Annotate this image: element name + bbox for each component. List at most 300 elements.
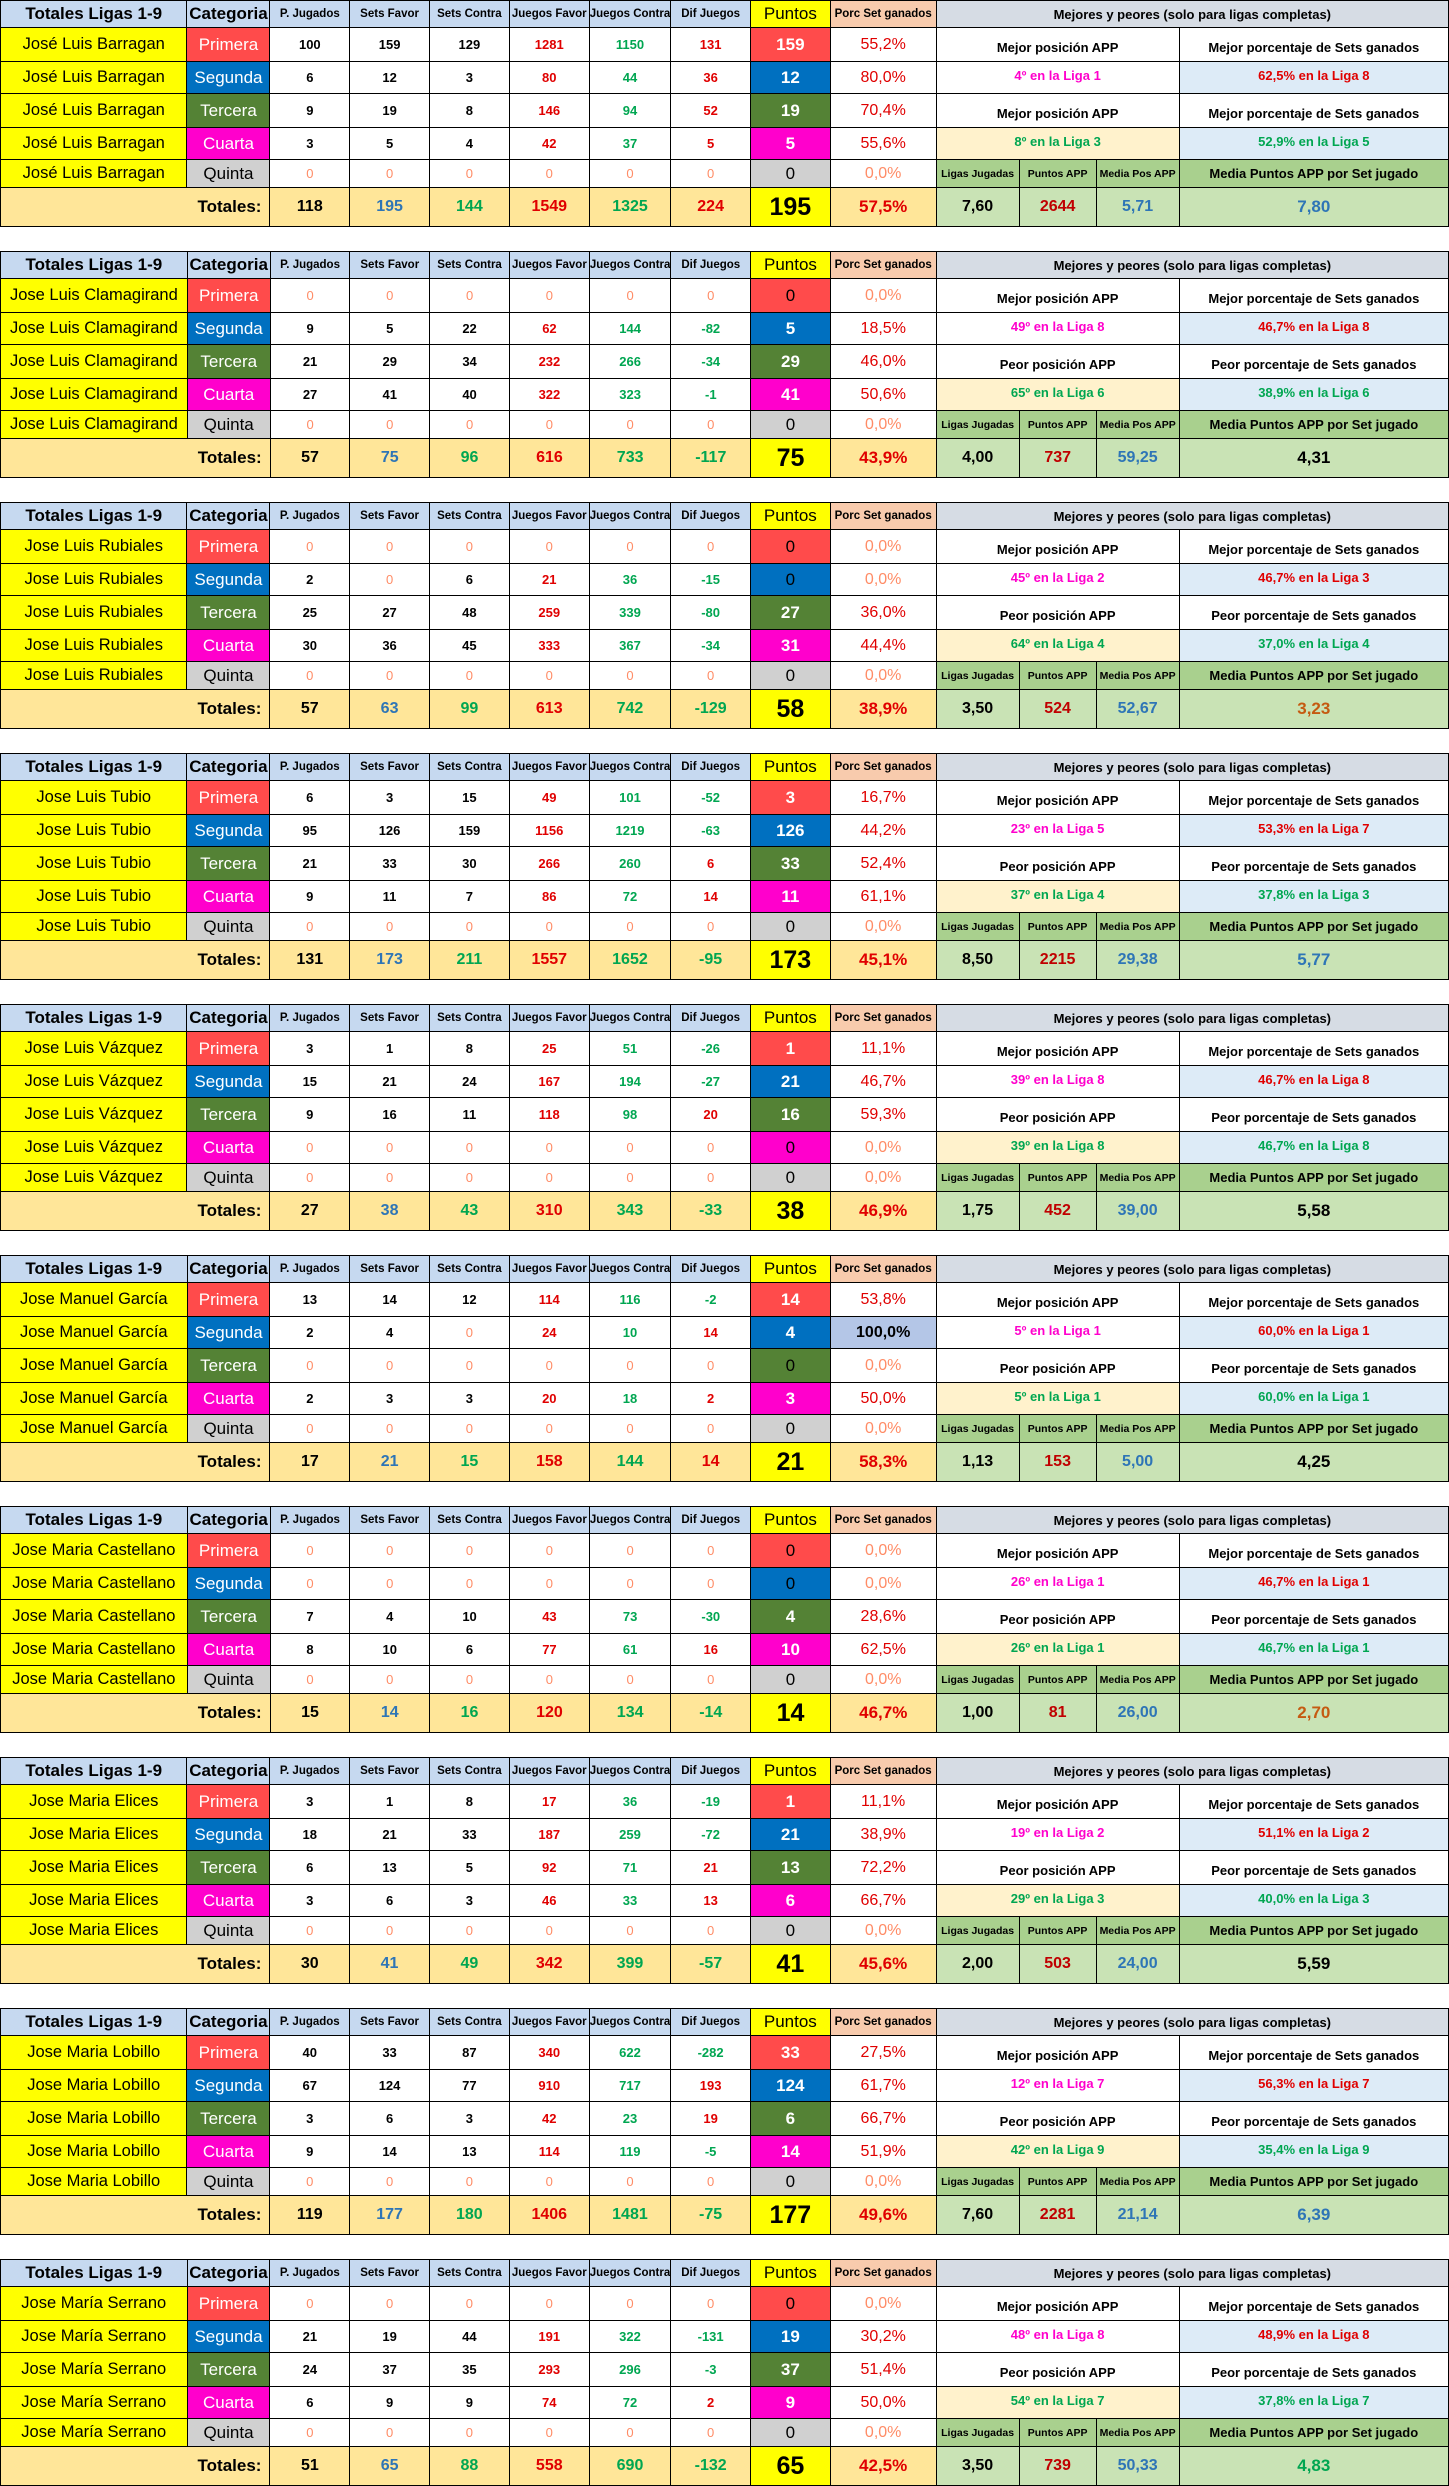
stat-jf: 46 (509, 1885, 589, 1917)
app-values-group (936, 439, 1179, 478)
peor-posicion-label: Peor posición APP (936, 2353, 1179, 2387)
stat-pj: 0 (270, 1415, 350, 1443)
player-stats-table (0, 1757, 1449, 1984)
stat-jc: 0 (589, 2287, 671, 2321)
stat-jc: 0 (589, 160, 671, 188)
stat-pj: 3 (270, 1785, 350, 1819)
table-row (1, 2419, 1449, 2447)
header-dif-juegos: Dif Juegos (671, 1256, 751, 1283)
puntos-app-value: 503 (1020, 1945, 1097, 1983)
stat-dif: 21 (671, 1851, 751, 1885)
stat-sf: 0 (350, 913, 430, 941)
total-puntos: 195 (751, 188, 831, 227)
player-name: Jose Maria Castellano (1, 1634, 188, 1666)
stat-sf: 0 (350, 1666, 430, 1694)
header-jugados: P. Jugados (270, 754, 350, 781)
stat-sc: 0 (429, 2287, 509, 2321)
puntos-cell: 0 (751, 2287, 831, 2321)
stat-jf: 146 (509, 94, 589, 128)
total-puntos: 58 (751, 690, 831, 729)
header-mejores-peores: Mejores y peores (solo para ligas completas) (936, 2260, 1448, 2287)
app-header-cells (937, 411, 1179, 438)
ligas-jugadas-header: Ligas Jugadas (937, 2419, 1020, 2446)
header-row (1, 503, 1449, 530)
totals-label: Totales: (1, 188, 270, 227)
mejor-posicion-label: Mejor posición APP (936, 2287, 1179, 2321)
stat-jf: 0 (509, 411, 589, 439)
stat-jf: 114 (509, 1283, 589, 1317)
stat-pj: 0 (270, 2168, 350, 2196)
table-row (1, 662, 1449, 690)
puntos-app-value: 737 (1020, 439, 1097, 477)
stat-pj: 3 (270, 128, 350, 160)
stat-jf: 0 (509, 1917, 589, 1945)
peor-posicion-value: 8º en la Liga 3 (936, 128, 1179, 160)
player-name: José Luis Barragan (1, 28, 187, 62)
category-cell: Tercera (187, 345, 270, 379)
header-sets-contra: Sets Contra (430, 1256, 510, 1283)
block-title: Totales Ligas 1-9 (1, 1005, 187, 1032)
stat-sf: 0 (350, 662, 430, 690)
stat-pj: 9 (270, 881, 350, 913)
category-cell: Quinta (187, 411, 270, 439)
header-sets-favor: Sets Favor (350, 2260, 430, 2287)
stat-dif: 0 (671, 1534, 751, 1568)
total-dif: -14 (671, 1694, 751, 1733)
stat-sc: 0 (430, 1568, 510, 1600)
stat-jc: 144 (589, 313, 671, 345)
player-name: Jose Maria Lobillo (1, 2136, 187, 2168)
stat-sf: 21 (350, 1066, 430, 1098)
table-row (1, 913, 1449, 941)
stat-sc: 3 (429, 1885, 509, 1917)
player-name: Jose Maria Castellano (1, 1568, 188, 1600)
header-mejores-peores: Mejores y peores (solo para ligas completas) (936, 503, 1448, 530)
header-jugados: P. Jugados (270, 1256, 350, 1283)
header-porc: Porc Set ganados (830, 1758, 936, 1785)
mejor-posicion-value: 4º en la Liga 1 (936, 62, 1179, 94)
stat-jf: 232 (509, 345, 589, 379)
media-pos-header: Media Pos APP (1099, 2175, 1176, 2188)
mejor-porcentaje-value: 48,9% en la Liga 8 (1179, 2321, 1448, 2353)
stat-pj: 0 (270, 1917, 350, 1945)
stat-jc: 323 (589, 379, 671, 411)
ligas-jugadas-value: 7,60 (937, 188, 1020, 226)
header-juegos-favor: Juegos Favor (509, 2009, 589, 2036)
table-row (1, 1415, 1449, 1443)
stat-dif: 19 (671, 2102, 751, 2136)
header-jugados: P. Jugados (270, 2009, 350, 2036)
stat-sc: 0 (429, 1917, 509, 1945)
porc-cell: 0,0% (830, 1349, 936, 1383)
stat-jc: 72 (589, 2387, 671, 2419)
category-cell: Primera (187, 2287, 270, 2321)
stat-pj: 0 (270, 1666, 350, 1694)
stat-jf: 333 (509, 630, 589, 662)
puntos-cell: 159 (751, 28, 831, 62)
media-puntos-value: 4,83 (1179, 2447, 1448, 2486)
stat-dif: -82 (671, 313, 751, 345)
header-porc: Porc Set ganados (830, 503, 936, 530)
stat-jf: 118 (509, 1098, 589, 1132)
table-row (1, 411, 1449, 439)
header-sets-favor: Sets Favor (350, 1507, 430, 1534)
stat-sc: 12 (430, 1283, 510, 1317)
category-cell: Primera (187, 530, 270, 564)
stat-pj: 6 (270, 781, 350, 815)
peor-posicion-value: 54º en la Liga 7 (936, 2387, 1179, 2419)
puntos-cell: 126 (750, 815, 830, 847)
table-row (1, 1132, 1449, 1164)
header-categoria: Categoria (187, 1507, 270, 1534)
table-row (1, 1066, 1449, 1098)
media-puntos-value: 5,77 (1179, 941, 1448, 980)
stat-sc: 48 (429, 596, 509, 630)
peor-porcentaje-label: Peor porcentaje de Sets ganados (1179, 596, 1448, 630)
mejor-posicion-value: 39º en la Liga 8 (936, 1066, 1179, 1098)
stat-sc: 40 (430, 379, 510, 411)
block-title: Totales Ligas 1-9 (1, 1, 187, 28)
porc-cell: 46,0% (830, 345, 936, 379)
ligas-jugadas-value: 1,75 (937, 1192, 1020, 1230)
table-row (1, 1283, 1449, 1317)
header-jugados: P. Jugados (270, 503, 350, 530)
header-sets-favor: Sets Favor (350, 1005, 430, 1032)
total-jf: 1406 (509, 2196, 589, 2235)
peor-posicion-label: Mejor posición APP (936, 94, 1179, 128)
category-cell: Segunda (187, 1568, 270, 1600)
block-title: Totales Ligas 1-9 (1, 2009, 187, 2036)
peor-porcentaje-label: Peor porcentaje de Sets ganados (1179, 2353, 1448, 2387)
stat-sf: 19 (350, 94, 430, 128)
porc-cell: 11,1% (830, 1785, 936, 1819)
porc-cell: 61,7% (830, 2070, 936, 2102)
header-sets-favor: Sets Favor (350, 1256, 430, 1283)
stat-sc: 11 (429, 1098, 509, 1132)
player-name: Jose María Serrano (1, 2353, 188, 2387)
total-jf: 120 (509, 1694, 589, 1733)
mejor-porcentaje-label: Mejor porcentaje de Sets ganados (1179, 1534, 1448, 1568)
stat-jc: 322 (589, 2321, 671, 2353)
stat-sf: 14 (350, 2136, 430, 2168)
stat-jc: 0 (589, 1349, 671, 1383)
total-porc: 58,3% (830, 1443, 936, 1482)
app-value-cells (937, 1694, 1179, 1732)
player-stats-table (0, 1255, 1449, 1482)
table-row (1, 630, 1449, 662)
media-pos-header: Media Pos APP (1099, 1673, 1176, 1686)
peor-porcentaje-value: 37,0% en la Liga 4 (1179, 630, 1448, 662)
peor-porcentaje-label: Peor porcentaje de Sets ganados (1179, 1600, 1448, 1634)
stat-jf: 0 (509, 1666, 589, 1694)
player-name: Jose Maria Elices (1, 1851, 187, 1885)
puntos-cell: 0 (751, 662, 831, 690)
stat-pj: 21 (270, 847, 350, 881)
header-puntos: Puntos (751, 503, 831, 530)
block-title: Totales Ligas 1-9 (1, 503, 187, 530)
player-stats-table (0, 502, 1449, 729)
header-juegos-contra: Juegos Contra (589, 1, 671, 28)
app-header-group (936, 1415, 1179, 1443)
category-cell: Cuarta (187, 881, 270, 913)
porc-cell: 50,6% (830, 379, 936, 411)
puntos-app-value: 2215 (1020, 941, 1097, 979)
player-name: Jose Luis Clamagirand (1, 345, 188, 379)
stat-jc: 260 (589, 847, 671, 881)
header-jugados: P. Jugados (270, 252, 350, 279)
header-puntos: Puntos (750, 754, 830, 781)
stat-jc: 622 (589, 2036, 671, 2070)
peor-porcentaje-value: 37,8% en la Liga 7 (1179, 2387, 1448, 2419)
stat-jf: 17 (509, 1785, 589, 1819)
header-mejores-peores: Mejores y peores (solo para ligas completas) (936, 1, 1448, 28)
stat-sf: 16 (350, 1098, 430, 1132)
porc-cell: 0,0% (830, 662, 936, 690)
puntos-cell: 5 (751, 128, 831, 160)
media-puntos-value: 5,58 (1179, 1192, 1448, 1231)
stat-jc: 37 (589, 128, 671, 160)
mejor-porcentaje-label: Mejor porcentaje de Sets ganados (1179, 2036, 1448, 2070)
porc-cell: 28,6% (830, 1600, 936, 1634)
ligas-jugadas-header: Ligas Jugadas (937, 1666, 1020, 1693)
stat-pj: 0 (270, 1164, 350, 1192)
stat-pj: 0 (270, 913, 350, 941)
ligas-jugadas-value: 3,50 (937, 690, 1020, 728)
puntos-cell: 14 (751, 1283, 831, 1317)
category-cell: Primera (187, 781, 270, 815)
peor-porcentaje-label: Peor porcentaje de Sets ganados (1179, 1349, 1448, 1383)
stat-jf: 1281 (509, 28, 589, 62)
stat-dif: -131 (671, 2321, 751, 2353)
media-pos-header: Media Pos APP (1099, 418, 1176, 431)
category-cell: Quinta (187, 1917, 270, 1945)
block-title: Totales Ligas 1-9 (1, 754, 187, 781)
table-row (1, 1600, 1449, 1634)
puntos-cell: 21 (751, 1066, 831, 1098)
puntos-cell: 0 (751, 411, 831, 439)
stat-pj: 0 (270, 411, 350, 439)
puntos-cell: 0 (751, 2419, 831, 2447)
stat-sc: 45 (429, 630, 509, 662)
header-juegos-contra: Juegos Contra (589, 2260, 671, 2287)
stat-jf: 191 (509, 2321, 589, 2353)
stat-dif: 0 (671, 2168, 751, 2196)
stat-sc: 0 (430, 1317, 510, 1349)
totals-row (1, 439, 1449, 478)
stat-sc: 0 (430, 1666, 510, 1694)
puntos-cell: 14 (750, 2136, 830, 2168)
header-mejores-peores: Mejores y peores (solo para ligas completas) (936, 1256, 1448, 1283)
ligas-jugadas-header: Ligas Jugadas (937, 1415, 1020, 1442)
category-cell: Tercera (187, 596, 270, 630)
puntos-cell: 13 (750, 1851, 830, 1885)
peor-porcentaje-label: Peor porcentaje de Sets ganados (1179, 2102, 1448, 2136)
header-mejores-peores: Mejores y peores (solo para ligas completas) (936, 252, 1448, 279)
header-dif-juegos: Dif Juegos (671, 252, 751, 279)
player-name: Jose Manuel García (1, 1415, 188, 1443)
stat-sc: 3 (429, 2102, 509, 2136)
stat-sc: 0 (429, 2168, 509, 2196)
total-pj: 131 (270, 941, 350, 980)
table-row (1, 1666, 1449, 1694)
total-puntos: 14 (751, 1694, 831, 1733)
porc-cell: 0,0% (830, 411, 936, 439)
total-puntos: 21 (751, 1443, 831, 1482)
category-cell: Cuarta (187, 1132, 270, 1164)
puntos-cell: 3 (750, 781, 830, 815)
stat-jf: 187 (509, 1819, 589, 1851)
app-header-group (936, 2419, 1179, 2447)
stat-pj: 21 (270, 345, 350, 379)
puntos-app-header: Puntos APP (1020, 913, 1097, 940)
category-cell: Tercera (187, 1098, 270, 1132)
mejor-porcentaje-value: 46,7% en la Liga 8 (1179, 313, 1448, 345)
category-cell: Primera (187, 1534, 270, 1568)
total-sf: 65 (350, 2447, 430, 2486)
stat-dif: 2 (671, 2387, 751, 2419)
app-header-cells (937, 662, 1179, 689)
header-sets-contra: Sets Contra (429, 1005, 509, 1032)
header-jugados: P. Jugados (270, 1005, 350, 1032)
category-cell: Quinta (187, 160, 270, 188)
table-row (1, 1917, 1449, 1945)
header-sets-contra: Sets Contra (429, 2009, 509, 2036)
ligas-jugadas-value: 3,50 (937, 2447, 1020, 2485)
stat-jc: 296 (589, 2353, 671, 2387)
ligas-jugadas-header: Ligas Jugadas (937, 160, 1020, 187)
stat-pj: 95 (270, 815, 350, 847)
stat-sc: 3 (430, 1383, 510, 1415)
media-pos-value: 50,33 (1117, 2457, 1158, 2474)
player-name: Jose Maria Castellano (1, 1600, 188, 1634)
category-cell: Quinta (187, 1666, 270, 1694)
puntos-cell: 0 (751, 1164, 831, 1192)
app-value-cells (937, 690, 1179, 728)
stat-jf: 24 (509, 1317, 589, 1349)
puntos-app-value: 524 (1020, 690, 1097, 728)
player-name: Jose Luis Clamagirand (1, 411, 188, 439)
app-header-group (936, 1917, 1179, 1945)
table-row (1, 160, 1449, 188)
header-categoria: Categoria (187, 1005, 270, 1032)
table-row (1, 279, 1449, 313)
header-porc: Porc Set ganados (830, 2260, 936, 2287)
header-puntos: Puntos (751, 1507, 831, 1534)
player-name: Jose Luis Clamagirand (1, 313, 188, 345)
app-header-group (936, 1164, 1179, 1192)
media-pos-value: 29,38 (1117, 951, 1158, 968)
stat-sc: 87 (429, 2036, 509, 2070)
header-juegos-favor: Juegos Favor (509, 1507, 589, 1534)
header-sets-favor: Sets Favor (350, 1758, 430, 1785)
stat-jf: 43 (509, 1600, 589, 1634)
header-row (1, 1758, 1449, 1785)
mejor-porcentaje-label: Mejor porcentaje de Sets ganados (1179, 279, 1448, 313)
stat-sf: 159 (350, 28, 430, 62)
app-value-cells (937, 1443, 1179, 1481)
header-juegos-favor: Juegos Favor (509, 1256, 589, 1283)
stat-sc: 6 (429, 564, 509, 596)
header-dif-juegos: Dif Juegos (671, 2009, 751, 2036)
category-cell: Tercera (187, 1600, 270, 1634)
total-jf: 1549 (509, 188, 589, 227)
porc-cell: 66,7% (830, 1885, 936, 1917)
stat-dif: -282 (671, 2036, 751, 2070)
totals-label: Totales: (1, 1192, 270, 1231)
peor-porcentaje-label: Peor porcentaje de Sets ganados (1179, 847, 1448, 881)
total-jf: 1557 (509, 941, 589, 980)
stat-sf: 0 (350, 1568, 430, 1600)
peor-porcentaje-value: 46,7% en la Liga 8 (1179, 1132, 1448, 1164)
ligas-jugadas-header: Ligas Jugadas (937, 2168, 1020, 2195)
stat-dif: 0 (671, 411, 751, 439)
stat-jf: 0 (509, 279, 589, 313)
category-cell: Quinta (187, 1415, 270, 1443)
stat-pj: 9 (270, 94, 350, 128)
table-row (1, 815, 1449, 847)
stat-sf: 0 (350, 160, 430, 188)
stat-sf: 0 (350, 530, 430, 564)
header-mejores-peores: Mejores y peores (solo para ligas completas) (936, 1005, 1448, 1032)
category-cell: Quinta (187, 913, 270, 941)
totals-row (1, 1694, 1449, 1733)
header-categoria: Categoria (187, 1758, 270, 1785)
puntos-cell: 5 (751, 313, 831, 345)
puntos-cell: 4 (751, 1317, 831, 1349)
stat-jf: 49 (509, 781, 589, 815)
table-row (1, 1317, 1449, 1349)
media-pos-value: 59,25 (1117, 449, 1158, 466)
header-row (1, 2260, 1449, 2287)
header-dif-juegos: Dif Juegos (671, 1758, 751, 1785)
stat-sc: 0 (429, 160, 509, 188)
stat-sc: 5 (429, 1851, 509, 1885)
mejor-posicion-label: Mejor posición APP (936, 279, 1179, 313)
stat-jf: 86 (509, 881, 589, 913)
peor-posicion-label: Peor posición APP (936, 1851, 1179, 1885)
player-name: José Luis Barragan (1, 128, 187, 160)
mejor-posicion-value: 49º en la Liga 8 (936, 313, 1179, 345)
stat-sf: 4 (350, 1317, 430, 1349)
stat-dif: 0 (671, 1917, 751, 1945)
total-sc: 43 (429, 1192, 509, 1231)
stat-dif: 0 (671, 662, 751, 690)
porc-cell: 55,2% (830, 28, 936, 62)
total-jc: 144 (589, 1443, 671, 1482)
stat-jf: 42 (509, 2102, 589, 2136)
stat-sf: 9 (350, 2387, 430, 2419)
player-name: Jose María Serrano (1, 2321, 188, 2353)
category-cell: Segunda (187, 1066, 270, 1098)
peor-posicion-value: 65º en la Liga 6 (936, 379, 1179, 411)
app-header-cells (937, 1917, 1179, 1944)
stat-jf: 0 (509, 1568, 589, 1600)
total-puntos: 65 (751, 2447, 831, 2486)
ligas-jugadas-header: Ligas Jugadas (937, 913, 1020, 940)
stat-jf: 0 (509, 662, 589, 690)
ligas-jugadas-header: Ligas Jugadas (937, 1917, 1020, 1944)
table-row (1, 596, 1449, 630)
ligas-jugadas-header: Ligas Jugadas (937, 1164, 1020, 1191)
stat-dif: 0 (671, 1568, 751, 1600)
category-cell: Segunda (187, 313, 270, 345)
total-pj: 119 (270, 2196, 350, 2235)
stat-sc: 0 (429, 1132, 509, 1164)
peor-posicion-value: 26º en la Liga 1 (936, 1634, 1179, 1666)
stat-sc: 8 (429, 94, 509, 128)
stat-sf: 0 (350, 279, 430, 313)
porc-cell: 0,0% (830, 1132, 936, 1164)
